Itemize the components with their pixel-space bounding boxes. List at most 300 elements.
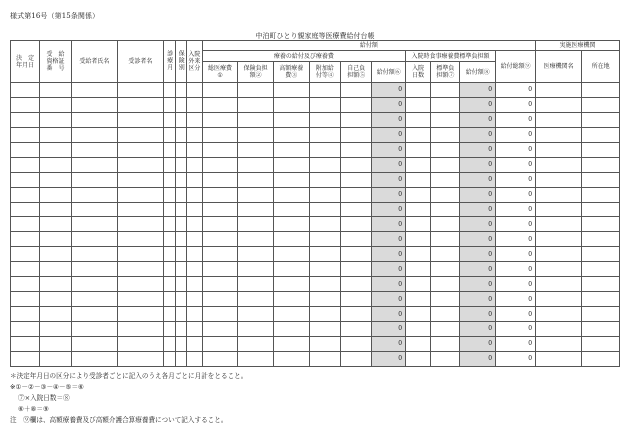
cell-decision-date[interactable] (11, 247, 40, 262)
cell-standard-burden[interactable] (431, 351, 460, 366)
cell-recipient-name[interactable] (71, 292, 117, 307)
cell-self-pay[interactable] (341, 336, 372, 351)
cell-recipient-name[interactable] (71, 247, 117, 262)
cell-treatment-month[interactable] (163, 83, 175, 98)
cell-high-cost[interactable] (273, 336, 309, 351)
cell-institution-name[interactable] (536, 202, 582, 217)
cell-inpatient-days[interactable] (406, 217, 431, 232)
cell-treatment-month[interactable] (163, 247, 175, 262)
cell-treatment-month[interactable] (163, 277, 175, 292)
cell-patient-name[interactable] (117, 97, 163, 112)
cell-inpatient-days[interactable] (406, 336, 431, 351)
cell-recipient-name[interactable] (71, 97, 117, 112)
cell-additional-benefit[interactable] (309, 232, 340, 247)
cell-institution-name[interactable] (536, 322, 582, 337)
cell-patient-name[interactable] (117, 217, 163, 232)
cell-patient-name[interactable] (117, 157, 163, 172)
cell-patient-name[interactable] (117, 112, 163, 127)
cell-high-cost[interactable] (273, 322, 309, 337)
cell-inpatient-days[interactable] (406, 307, 431, 322)
cell-total-medical-cost[interactable] (202, 307, 238, 322)
cell-inpatient-days[interactable] (406, 83, 431, 98)
cell-inpatient-outpatient[interactable] (187, 83, 203, 98)
cell-recipient-name[interactable] (71, 202, 117, 217)
cell-total-medical-cost[interactable] (202, 247, 238, 262)
cell-decision-date[interactable] (11, 262, 40, 277)
cell-total-medical-cost[interactable] (202, 217, 238, 232)
cell-inpatient-outpatient[interactable] (187, 336, 203, 351)
cell-high-cost[interactable] (273, 127, 309, 142)
cell-decision-date[interactable] (11, 187, 40, 202)
cell-treatment-month[interactable] (163, 97, 175, 112)
cell-patient-name[interactable] (117, 83, 163, 98)
cell-standard-burden[interactable] (431, 247, 460, 262)
cell-insurance-type[interactable] (175, 112, 187, 127)
cell-insurance-share[interactable] (238, 292, 274, 307)
cell-inpatient-outpatient[interactable] (187, 157, 203, 172)
cell-high-cost[interactable] (273, 217, 309, 232)
cell-patient-name[interactable] (117, 322, 163, 337)
cell-treatment-month[interactable] (163, 322, 175, 337)
cell-additional-benefit[interactable] (309, 262, 340, 277)
cell-standard-burden[interactable] (431, 307, 460, 322)
cell-recipient-name[interactable] (71, 127, 117, 142)
cell-location[interactable] (582, 112, 620, 127)
cell-standard-burden[interactable] (431, 277, 460, 292)
cell-inpatient-outpatient[interactable] (187, 292, 203, 307)
cell-self-pay[interactable] (341, 262, 372, 277)
cell-total-medical-cost[interactable] (202, 127, 238, 142)
cell-institution-name[interactable] (536, 217, 582, 232)
cell-total-medical-cost[interactable] (202, 187, 238, 202)
cell-patient-name[interactable] (117, 336, 163, 351)
cell-location[interactable] (582, 172, 620, 187)
cell-location[interactable] (582, 157, 620, 172)
cell-insurance-type[interactable] (175, 157, 187, 172)
cell-total-medical-cost[interactable] (202, 142, 238, 157)
cell-total-medical-cost[interactable] (202, 83, 238, 98)
cell-recipient-name[interactable] (71, 277, 117, 292)
cell-standard-burden[interactable] (431, 83, 460, 98)
cell-additional-benefit[interactable] (309, 247, 340, 262)
cell-additional-benefit[interactable] (309, 172, 340, 187)
cell-institution-name[interactable] (536, 187, 582, 202)
cell-institution-name[interactable] (536, 262, 582, 277)
cell-additional-benefit[interactable] (309, 307, 340, 322)
cell-location[interactable] (582, 232, 620, 247)
cell-institution-name[interactable] (536, 83, 582, 98)
cell-total-medical-cost[interactable] (202, 336, 238, 351)
cell-location[interactable] (582, 127, 620, 142)
cell-inpatient-days[interactable] (406, 247, 431, 262)
cell-institution-name[interactable] (536, 351, 582, 366)
cell-institution-name[interactable] (536, 172, 582, 187)
cell-patient-name[interactable] (117, 172, 163, 187)
cell-qualification-number[interactable] (40, 127, 71, 142)
cell-decision-date[interactable] (11, 142, 40, 157)
cell-decision-date[interactable] (11, 127, 40, 142)
cell-self-pay[interactable] (341, 232, 372, 247)
cell-high-cost[interactable] (273, 232, 309, 247)
cell-patient-name[interactable] (117, 351, 163, 366)
cell-insurance-type[interactable] (175, 232, 187, 247)
cell-additional-benefit[interactable] (309, 336, 340, 351)
cell-insurance-share[interactable] (238, 202, 274, 217)
cell-decision-date[interactable] (11, 232, 40, 247)
cell-insurance-share[interactable] (238, 172, 274, 187)
cell-additional-benefit[interactable] (309, 187, 340, 202)
cell-recipient-name[interactable] (71, 307, 117, 322)
cell-inpatient-days[interactable] (406, 187, 431, 202)
cell-institution-name[interactable] (536, 127, 582, 142)
cell-inpatient-days[interactable] (406, 262, 431, 277)
cell-insurance-share[interactable] (238, 277, 274, 292)
cell-recipient-name[interactable] (71, 262, 117, 277)
cell-decision-date[interactable] (11, 217, 40, 232)
cell-institution-name[interactable] (536, 142, 582, 157)
cell-insurance-type[interactable] (175, 217, 187, 232)
cell-inpatient-outpatient[interactable] (187, 112, 203, 127)
cell-high-cost[interactable] (273, 247, 309, 262)
cell-treatment-month[interactable] (163, 127, 175, 142)
cell-self-pay[interactable] (341, 157, 372, 172)
cell-patient-name[interactable] (117, 187, 163, 202)
cell-qualification-number[interactable] (40, 277, 71, 292)
cell-high-cost[interactable] (273, 83, 309, 98)
cell-self-pay[interactable] (341, 97, 372, 112)
cell-total-medical-cost[interactable] (202, 262, 238, 277)
cell-insurance-type[interactable] (175, 187, 187, 202)
cell-recipient-name[interactable] (71, 232, 117, 247)
cell-institution-name[interactable] (536, 277, 582, 292)
cell-insurance-type[interactable] (175, 247, 187, 262)
cell-qualification-number[interactable] (40, 217, 71, 232)
cell-qualification-number[interactable] (40, 336, 71, 351)
cell-additional-benefit[interactable] (309, 217, 340, 232)
cell-high-cost[interactable] (273, 277, 309, 292)
cell-standard-burden[interactable] (431, 202, 460, 217)
cell-insurance-share[interactable] (238, 351, 274, 366)
cell-high-cost[interactable] (273, 262, 309, 277)
cell-additional-benefit[interactable] (309, 322, 340, 337)
cell-institution-name[interactable] (536, 97, 582, 112)
cell-inpatient-outpatient[interactable] (187, 322, 203, 337)
cell-location[interactable] (582, 217, 620, 232)
cell-patient-name[interactable] (117, 307, 163, 322)
cell-qualification-number[interactable] (40, 322, 71, 337)
cell-total-medical-cost[interactable] (202, 277, 238, 292)
cell-inpatient-outpatient[interactable] (187, 202, 203, 217)
cell-qualification-number[interactable] (40, 292, 71, 307)
cell-self-pay[interactable] (341, 83, 372, 98)
cell-treatment-month[interactable] (163, 307, 175, 322)
cell-treatment-month[interactable] (163, 157, 175, 172)
cell-insurance-share[interactable] (238, 142, 274, 157)
cell-additional-benefit[interactable] (309, 112, 340, 127)
cell-location[interactable] (582, 351, 620, 366)
cell-location[interactable] (582, 262, 620, 277)
cell-additional-benefit[interactable] (309, 157, 340, 172)
cell-inpatient-days[interactable] (406, 157, 431, 172)
cell-standard-burden[interactable] (431, 97, 460, 112)
cell-inpatient-days[interactable] (406, 172, 431, 187)
cell-institution-name[interactable] (536, 336, 582, 351)
cell-insurance-share[interactable] (238, 322, 274, 337)
cell-institution-name[interactable] (536, 157, 582, 172)
cell-inpatient-outpatient[interactable] (187, 232, 203, 247)
cell-insurance-type[interactable] (175, 277, 187, 292)
cell-qualification-number[interactable] (40, 247, 71, 262)
cell-insurance-type[interactable] (175, 127, 187, 142)
cell-recipient-name[interactable] (71, 112, 117, 127)
cell-total-medical-cost[interactable] (202, 172, 238, 187)
cell-standard-burden[interactable] (431, 172, 460, 187)
cell-inpatient-outpatient[interactable] (187, 351, 203, 366)
cell-recipient-name[interactable] (71, 172, 117, 187)
cell-treatment-month[interactable] (163, 202, 175, 217)
cell-patient-name[interactable] (117, 127, 163, 142)
cell-self-pay[interactable] (341, 307, 372, 322)
cell-location[interactable] (582, 202, 620, 217)
cell-qualification-number[interactable] (40, 172, 71, 187)
cell-insurance-type[interactable] (175, 336, 187, 351)
cell-qualification-number[interactable] (40, 232, 71, 247)
cell-additional-benefit[interactable] (309, 97, 340, 112)
cell-decision-date[interactable] (11, 83, 40, 98)
cell-decision-date[interactable] (11, 336, 40, 351)
cell-standard-burden[interactable] (431, 232, 460, 247)
cell-high-cost[interactable] (273, 157, 309, 172)
cell-total-medical-cost[interactable] (202, 157, 238, 172)
cell-standard-burden[interactable] (431, 127, 460, 142)
cell-inpatient-days[interactable] (406, 202, 431, 217)
cell-qualification-number[interactable] (40, 351, 71, 366)
cell-standard-burden[interactable] (431, 157, 460, 172)
cell-decision-date[interactable] (11, 307, 40, 322)
cell-high-cost[interactable] (273, 142, 309, 157)
cell-qualification-number[interactable] (40, 142, 71, 157)
cell-recipient-name[interactable] (71, 187, 117, 202)
cell-recipient-name[interactable] (71, 83, 117, 98)
cell-decision-date[interactable] (11, 292, 40, 307)
cell-high-cost[interactable] (273, 292, 309, 307)
cell-total-medical-cost[interactable] (202, 202, 238, 217)
cell-total-medical-cost[interactable] (202, 112, 238, 127)
cell-insurance-type[interactable] (175, 97, 187, 112)
cell-insurance-share[interactable] (238, 232, 274, 247)
cell-standard-burden[interactable] (431, 336, 460, 351)
cell-additional-benefit[interactable] (309, 202, 340, 217)
cell-patient-name[interactable] (117, 292, 163, 307)
cell-insurance-share[interactable] (238, 83, 274, 98)
cell-insurance-type[interactable] (175, 83, 187, 98)
cell-inpatient-days[interactable] (406, 112, 431, 127)
cell-treatment-month[interactable] (163, 217, 175, 232)
cell-standard-burden[interactable] (431, 292, 460, 307)
cell-inpatient-outpatient[interactable] (187, 97, 203, 112)
cell-self-pay[interactable] (341, 127, 372, 142)
cell-inpatient-outpatient[interactable] (187, 127, 203, 142)
cell-standard-burden[interactable] (431, 262, 460, 277)
cell-institution-name[interactable] (536, 112, 582, 127)
cell-patient-name[interactable] (117, 247, 163, 262)
cell-high-cost[interactable] (273, 351, 309, 366)
cell-self-pay[interactable] (341, 351, 372, 366)
cell-location[interactable] (582, 187, 620, 202)
cell-additional-benefit[interactable] (309, 142, 340, 157)
cell-standard-burden[interactable] (431, 322, 460, 337)
cell-treatment-month[interactable] (163, 172, 175, 187)
cell-location[interactable] (582, 142, 620, 157)
cell-insurance-share[interactable] (238, 262, 274, 277)
cell-self-pay[interactable] (341, 142, 372, 157)
cell-decision-date[interactable] (11, 112, 40, 127)
cell-treatment-month[interactable] (163, 187, 175, 202)
cell-insurance-type[interactable] (175, 142, 187, 157)
cell-qualification-number[interactable] (40, 187, 71, 202)
cell-total-medical-cost[interactable] (202, 292, 238, 307)
cell-location[interactable] (582, 307, 620, 322)
cell-insurance-share[interactable] (238, 187, 274, 202)
cell-inpatient-outpatient[interactable] (187, 142, 203, 157)
cell-inpatient-outpatient[interactable] (187, 217, 203, 232)
cell-qualification-number[interactable] (40, 262, 71, 277)
cell-insurance-type[interactable] (175, 322, 187, 337)
cell-insurance-type[interactable] (175, 307, 187, 322)
cell-location[interactable] (582, 97, 620, 112)
cell-inpatient-days[interactable] (406, 277, 431, 292)
cell-additional-benefit[interactable] (309, 277, 340, 292)
cell-insurance-type[interactable] (175, 262, 187, 277)
cell-additional-benefit[interactable] (309, 351, 340, 366)
cell-qualification-number[interactable] (40, 83, 71, 98)
cell-high-cost[interactable] (273, 202, 309, 217)
cell-insurance-type[interactable] (175, 351, 187, 366)
cell-treatment-month[interactable] (163, 112, 175, 127)
cell-location[interactable] (582, 247, 620, 262)
cell-institution-name[interactable] (536, 292, 582, 307)
cell-self-pay[interactable] (341, 187, 372, 202)
cell-institution-name[interactable] (536, 247, 582, 262)
cell-patient-name[interactable] (117, 202, 163, 217)
cell-qualification-number[interactable] (40, 97, 71, 112)
cell-patient-name[interactable] (117, 142, 163, 157)
cell-patient-name[interactable] (117, 277, 163, 292)
cell-treatment-month[interactable] (163, 262, 175, 277)
cell-inpatient-outpatient[interactable] (187, 172, 203, 187)
cell-recipient-name[interactable] (71, 322, 117, 337)
cell-patient-name[interactable] (117, 232, 163, 247)
cell-self-pay[interactable] (341, 292, 372, 307)
cell-insurance-type[interactable] (175, 292, 187, 307)
cell-decision-date[interactable] (11, 202, 40, 217)
cell-high-cost[interactable] (273, 172, 309, 187)
cell-insurance-share[interactable] (238, 217, 274, 232)
cell-qualification-number[interactable] (40, 112, 71, 127)
cell-insurance-share[interactable] (238, 307, 274, 322)
cell-total-medical-cost[interactable] (202, 232, 238, 247)
cell-treatment-month[interactable] (163, 336, 175, 351)
cell-standard-burden[interactable] (431, 217, 460, 232)
cell-recipient-name[interactable] (71, 217, 117, 232)
cell-institution-name[interactable] (536, 232, 582, 247)
cell-inpatient-days[interactable] (406, 127, 431, 142)
cell-inpatient-outpatient[interactable] (187, 262, 203, 277)
cell-patient-name[interactable] (117, 262, 163, 277)
cell-insurance-share[interactable] (238, 112, 274, 127)
cell-treatment-month[interactable] (163, 292, 175, 307)
cell-recipient-name[interactable] (71, 351, 117, 366)
cell-insurance-type[interactable] (175, 172, 187, 187)
cell-insurance-share[interactable] (238, 127, 274, 142)
cell-inpatient-outpatient[interactable] (187, 307, 203, 322)
cell-inpatient-days[interactable] (406, 292, 431, 307)
cell-inpatient-days[interactable] (406, 142, 431, 157)
cell-inpatient-outpatient[interactable] (187, 247, 203, 262)
cell-high-cost[interactable] (273, 97, 309, 112)
cell-total-medical-cost[interactable] (202, 351, 238, 366)
cell-additional-benefit[interactable] (309, 292, 340, 307)
cell-decision-date[interactable] (11, 277, 40, 292)
cell-standard-burden[interactable] (431, 112, 460, 127)
cell-self-pay[interactable] (341, 112, 372, 127)
cell-additional-benefit[interactable] (309, 127, 340, 142)
cell-self-pay[interactable] (341, 172, 372, 187)
cell-recipient-name[interactable] (71, 336, 117, 351)
cell-treatment-month[interactable] (163, 142, 175, 157)
cell-location[interactable] (582, 83, 620, 98)
cell-standard-burden[interactable] (431, 142, 460, 157)
cell-insurance-share[interactable] (238, 247, 274, 262)
cell-high-cost[interactable] (273, 307, 309, 322)
cell-self-pay[interactable] (341, 277, 372, 292)
cell-self-pay[interactable] (341, 202, 372, 217)
cell-inpatient-days[interactable] (406, 322, 431, 337)
cell-decision-date[interactable] (11, 172, 40, 187)
cell-treatment-month[interactable] (163, 351, 175, 366)
cell-location[interactable] (582, 336, 620, 351)
cell-self-pay[interactable] (341, 247, 372, 262)
cell-recipient-name[interactable] (71, 157, 117, 172)
cell-location[interactable] (582, 292, 620, 307)
cell-insurance-type[interactable] (175, 202, 187, 217)
cell-qualification-number[interactable] (40, 307, 71, 322)
cell-inpatient-outpatient[interactable] (187, 277, 203, 292)
cell-qualification-number[interactable] (40, 202, 71, 217)
cell-high-cost[interactable] (273, 112, 309, 127)
cell-high-cost[interactable] (273, 187, 309, 202)
cell-decision-date[interactable] (11, 322, 40, 337)
cell-location[interactable] (582, 322, 620, 337)
cell-inpatient-days[interactable] (406, 232, 431, 247)
cell-inpatient-days[interactable] (406, 351, 431, 366)
cell-treatment-month[interactable] (163, 232, 175, 247)
cell-insurance-share[interactable] (238, 157, 274, 172)
cell-insurance-share[interactable] (238, 97, 274, 112)
cell-standard-burden[interactable] (431, 187, 460, 202)
cell-decision-date[interactable] (11, 97, 40, 112)
cell-total-medical-cost[interactable] (202, 322, 238, 337)
cell-additional-benefit[interactable] (309, 83, 340, 98)
cell-qualification-number[interactable] (40, 157, 71, 172)
cell-self-pay[interactable] (341, 322, 372, 337)
cell-decision-date[interactable] (11, 351, 40, 366)
cell-inpatient-outpatient[interactable] (187, 187, 203, 202)
cell-total-medical-cost[interactable] (202, 97, 238, 112)
cell-institution-name[interactable] (536, 307, 582, 322)
cell-recipient-name[interactable] (71, 142, 117, 157)
cell-decision-date[interactable] (11, 157, 40, 172)
